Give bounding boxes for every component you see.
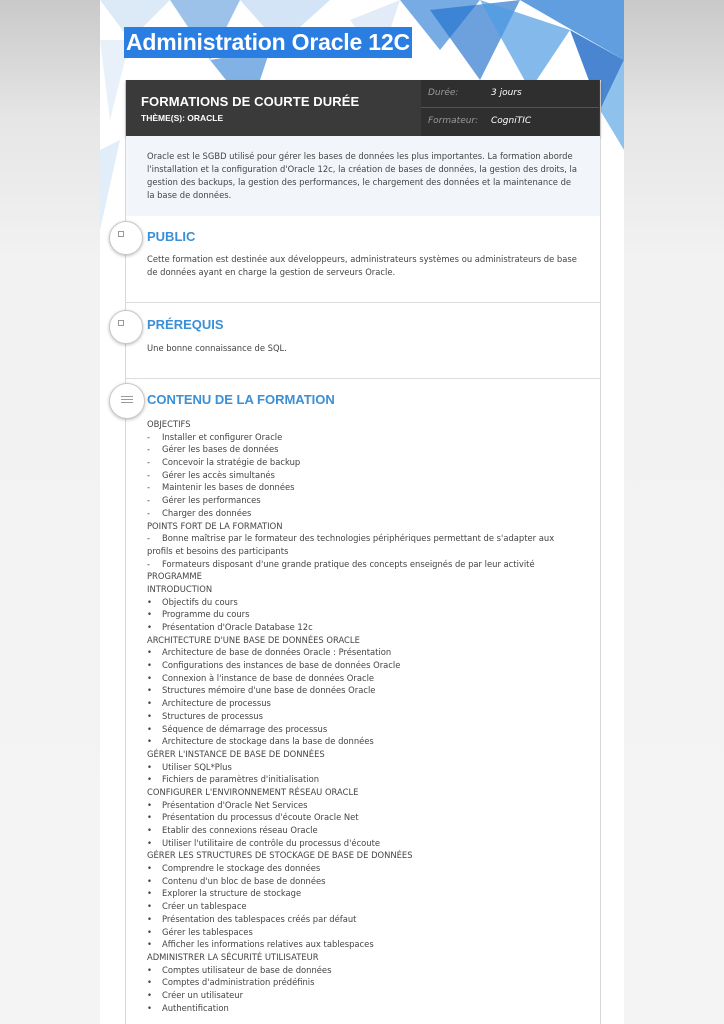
list-marker: • (147, 964, 152, 975)
square-icon (118, 231, 124, 237)
content-line-text: GÉRER LES STRUCTURES DE STOCKAGE DE BASE DE DONNÉES (147, 850, 413, 861)
course-themes: THÈME(S): ORACLE (141, 113, 224, 123)
content-line-text: Gérer les tablespaces (162, 926, 253, 937)
list-marker: • (147, 774, 152, 785)
content-line (147, 989, 577, 1002)
content-line (147, 926, 577, 939)
content-line (147, 481, 577, 494)
content-line-text: Installer et configurer Oracle (162, 431, 283, 442)
content-line-text: Architecture de base de données Oracle : Présentation (162, 647, 392, 658)
content-line-text: CONFIGURER L'ENVIRONNEMENT RÉSEAU ORACLE (147, 786, 359, 797)
content-line-text: Formateurs disposant d'une grande pratique des concepts enseignés de par leur activité (162, 558, 535, 569)
content-list (147, 418, 577, 1014)
content-line (147, 634, 577, 647)
content-line-text: Concevoir la stratégie de backup (162, 457, 301, 468)
list-marker: - (147, 507, 151, 518)
content-line (147, 596, 577, 609)
list-marker: • (147, 875, 152, 886)
content-line-text: Architecture de stockage dans la base de données (162, 736, 374, 747)
content-line (147, 646, 577, 659)
content-line-text: Etablir des connexions réseau Oracle (162, 825, 318, 836)
list-marker: • (147, 647, 152, 658)
content-line (147, 418, 577, 431)
intro-text: Oracle est le SGBD utilisé pour gérer les bases de données les plus importantes. La formation aborde l'installation et la configuration d'Oracle 12c, la création de bases de données, la gestion des droits, la gestion des backups, la gestion des performances, le chargement des données et la maintenance de la base de données. (147, 151, 577, 200)
list-marker: • (147, 736, 152, 747)
divider (126, 302, 600, 303)
course-meta (421, 80, 599, 136)
content-line-text: GÉRER L'INSTANCE DE BASE DE DONNÉES (147, 748, 325, 759)
content-line-text: ARCHITECTURE D'UNE BASE DE DONNÉES ORACLE (147, 634, 360, 645)
list-marker: - (147, 457, 151, 468)
content-line (147, 748, 577, 761)
list-marker: • (147, 660, 152, 671)
content-line (147, 532, 577, 557)
content-line (147, 951, 577, 964)
content-line-text: Présentation des tablespaces créés par défaut (162, 913, 357, 924)
list-marker: - (147, 533, 151, 544)
content-line-text: Comptes d'administration prédéfinis (162, 977, 315, 988)
list-marker: • (147, 939, 152, 950)
content-line-text: Utiliser l'utilitaire de contrôle du processus d'écoute (162, 837, 381, 848)
content-line (147, 938, 577, 951)
content-line-text: Architecture de processus (162, 698, 271, 709)
meta-label: Durée: (428, 88, 459, 98)
content-line (147, 849, 577, 862)
content-line-text: ADMINISTRER LA SÉCURITÉ UTILISATEUR (147, 951, 319, 962)
list-marker: • (147, 685, 152, 696)
section-text-prerequis: Une bonne connaissance de SQL. (147, 343, 287, 353)
content-line-text: Configurations des instances de base de données Oracle (162, 660, 401, 671)
meta-row-duration (421, 80, 599, 108)
content-line (147, 799, 577, 812)
content-line (147, 710, 577, 723)
content-line-text: Utiliser SQL*Plus (162, 761, 232, 772)
content-line-text: Présentation d'Oracle Database 12c (162, 622, 313, 633)
content-line (147, 862, 577, 875)
content-line (147, 608, 577, 621)
content-line-text: Créer un tablespace (162, 901, 247, 912)
content-line (147, 723, 577, 736)
content-line (147, 887, 577, 900)
list-marker: • (147, 596, 152, 607)
section-marker-prerequis (109, 310, 143, 344)
content-line-text: POINTS FORT DE LA FORMATION (147, 520, 283, 531)
content-line-text: Authentification (162, 1002, 229, 1013)
content-line-text: Maintenir les bases de données (162, 482, 295, 493)
content-line-text: Présentation d'Oracle Net Services (162, 799, 308, 810)
list-marker: • (147, 901, 152, 912)
content-line (147, 456, 577, 469)
content-line (147, 900, 577, 913)
content-line (147, 786, 577, 799)
meta-value: CogniTIC (491, 116, 532, 126)
content-line-text: Structures de processus (162, 710, 263, 721)
content-line-text: Contenu d'un bloc de base de données (162, 875, 326, 886)
content-line (147, 697, 577, 710)
content-line-text: Séquence de démarrage des processus (162, 723, 328, 734)
section-text-public: Cette formation est destinée aux développeurs, administrateurs systèmes ou administrateurs de base de données ayant en charge la gestion de serveurs Oracle. (147, 254, 577, 277)
content-line-text: Fichiers de paramètres d'initialisation (162, 774, 320, 785)
content-line-text: Gérer les performances (162, 495, 261, 506)
content-line (147, 837, 577, 850)
list-marker: • (147, 710, 152, 721)
list-marker: • (147, 977, 152, 988)
list-marker: • (147, 609, 152, 620)
list-marker: • (147, 913, 152, 924)
content-line (147, 964, 577, 977)
content-line (147, 672, 577, 685)
content-line-text: Afficher les informations relatives aux tablespaces (162, 939, 374, 950)
content-line-text: Présentation du processus d'écoute Oracle Net (162, 812, 359, 823)
meta-label: Formateur: (428, 116, 479, 126)
content-line-text: OBJECTIFS (147, 419, 191, 429)
content-line-text: Explorer la structure de stockage (162, 888, 302, 899)
list-marker: - (147, 444, 151, 455)
content-line (147, 976, 577, 989)
list-marker: • (147, 723, 152, 734)
list-marker: • (147, 825, 152, 836)
list-marker: • (147, 812, 152, 823)
content-line (147, 570, 577, 583)
list-marker: • (147, 799, 152, 810)
content-line-text: Charger des données (162, 507, 252, 518)
list-lines-icon (121, 396, 133, 405)
list-marker: • (147, 622, 152, 633)
section-title-prerequis: PRÉREQUIS (147, 317, 224, 332)
list-marker: • (147, 888, 152, 899)
content-line-text: Gérer les accès simultanés (162, 469, 275, 480)
section-title-public: PUBLIC (147, 229, 196, 244)
content-line-text: Structures mémoire d'une base de données Oracle (162, 685, 376, 696)
content-line-text: Créer un utilisateur (162, 989, 244, 1000)
list-marker: • (147, 926, 152, 937)
content-line-text: Programme du cours (162, 609, 250, 620)
content-line (147, 913, 577, 926)
section-title-contenu: CONTENU DE LA FORMATION (147, 392, 335, 407)
list-marker: • (147, 761, 152, 772)
section-marker-contenu (109, 383, 145, 419)
content-line-text: Gérer les bases de données (162, 444, 279, 455)
list-marker: • (147, 672, 152, 683)
content-line (147, 659, 577, 672)
divider (126, 378, 600, 379)
list-marker: • (147, 989, 152, 1000)
content-line (147, 583, 577, 596)
content-line (147, 431, 577, 444)
content-line-text: Connexion à l'instance de base de données Oracle (162, 672, 375, 683)
content-line-text: Bonne maîtrise par le formateur des technologies périphériques permettant de s'adapter aux profils et besoins des participants (147, 533, 555, 556)
list-marker: - (147, 495, 151, 506)
content-line-text: Comprendre le stockage des données (162, 863, 321, 874)
document-page (100, 0, 624, 1024)
content-line (147, 494, 577, 507)
meta-row-trainer (421, 108, 599, 135)
content-line (147, 684, 577, 697)
content-line (147, 558, 577, 571)
course-category: FORMATIONS DE COURTE DURÉE (141, 94, 360, 109)
square-icon (118, 320, 124, 326)
content-line (147, 443, 577, 456)
list-marker: - (147, 558, 151, 569)
course-header-main (141, 94, 359, 123)
content-line-text: Objectifs du cours (162, 596, 238, 607)
content-line (147, 761, 577, 774)
intro-block (126, 136, 600, 216)
content-line (147, 621, 577, 634)
course-header (126, 80, 600, 136)
content-line (147, 811, 577, 824)
list-marker: - (147, 431, 151, 442)
course-card (125, 80, 601, 1024)
section-marker-public (109, 221, 143, 255)
content-line (147, 875, 577, 888)
content-line-text: PROGRAMME (147, 571, 202, 582)
list-marker: - (147, 482, 151, 493)
content-line (147, 824, 577, 837)
list-marker: • (147, 1002, 152, 1013)
content-line (147, 1002, 577, 1015)
content-line (147, 507, 577, 520)
list-marker: • (147, 837, 152, 848)
content-line (147, 773, 577, 786)
list-marker: - (147, 469, 151, 480)
list-marker: • (147, 698, 152, 709)
content-line-text: Comptes utilisateur de base de données (162, 964, 332, 975)
list-marker: • (147, 863, 152, 874)
page-title: Administration Oracle 12C (124, 27, 412, 58)
content-line (147, 469, 577, 482)
content-line-text: INTRODUCTION (147, 583, 213, 594)
content-line (147, 520, 577, 533)
meta-value: 3 jours (491, 88, 522, 98)
content-line (147, 735, 577, 748)
